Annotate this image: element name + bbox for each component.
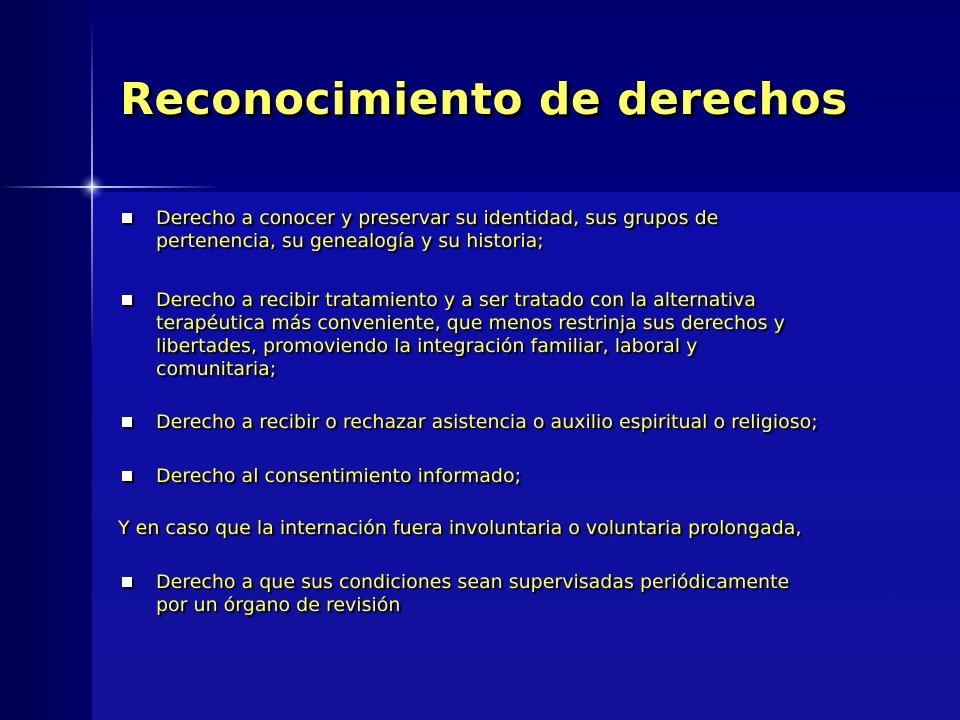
light-flare-core xyxy=(78,174,106,200)
bullet-line: libertades, promoviendo la integración familiar, laboral y xyxy=(156,335,698,357)
list-item xyxy=(118,207,898,253)
light-flare-horizontal xyxy=(0,186,220,188)
bullet-list-bottom xyxy=(118,571,898,617)
square-bullet-icon xyxy=(122,417,132,427)
list-item xyxy=(118,465,898,488)
plain-text-line: Y en caso que la internación fuera involuntaria o voluntaria prolongada, xyxy=(118,517,802,539)
bullet-line: Derecho a conocer y preservar su identidad, sus grupos de xyxy=(156,207,719,229)
list-item xyxy=(118,571,898,617)
square-bullet-icon xyxy=(122,471,132,481)
bullet-line: comunitaria; xyxy=(156,358,277,380)
bullet-line: terapéutica más conveniente, que menos restrinja sus derechos y xyxy=(156,312,785,334)
bullet-line: Derecho a recibir tratamiento y a ser tratado con la alternativa xyxy=(156,289,756,311)
bullet-line: por un órgano de revisión xyxy=(156,594,401,616)
list-item xyxy=(118,289,898,381)
square-bullet-icon xyxy=(122,213,132,223)
left-band xyxy=(0,0,92,720)
slide-content xyxy=(118,207,898,617)
bullet-line: Derecho al consentimiento informado; xyxy=(156,465,521,487)
slide-title: Reconocimiento de derechos xyxy=(120,74,848,125)
square-bullet-icon xyxy=(122,577,132,587)
bullet-line: pertenencia, su genealogía y su historia; xyxy=(156,230,544,252)
square-bullet-icon xyxy=(122,295,132,305)
bullet-list-top xyxy=(118,207,898,488)
bullet-line: Derecho a recibir o rechazar asistencia o auxilio espiritual o religioso; xyxy=(156,411,818,433)
list-item xyxy=(118,411,898,434)
bullet-line: Derecho a que sus condiciones sean supervisadas periódicamente xyxy=(156,571,790,593)
